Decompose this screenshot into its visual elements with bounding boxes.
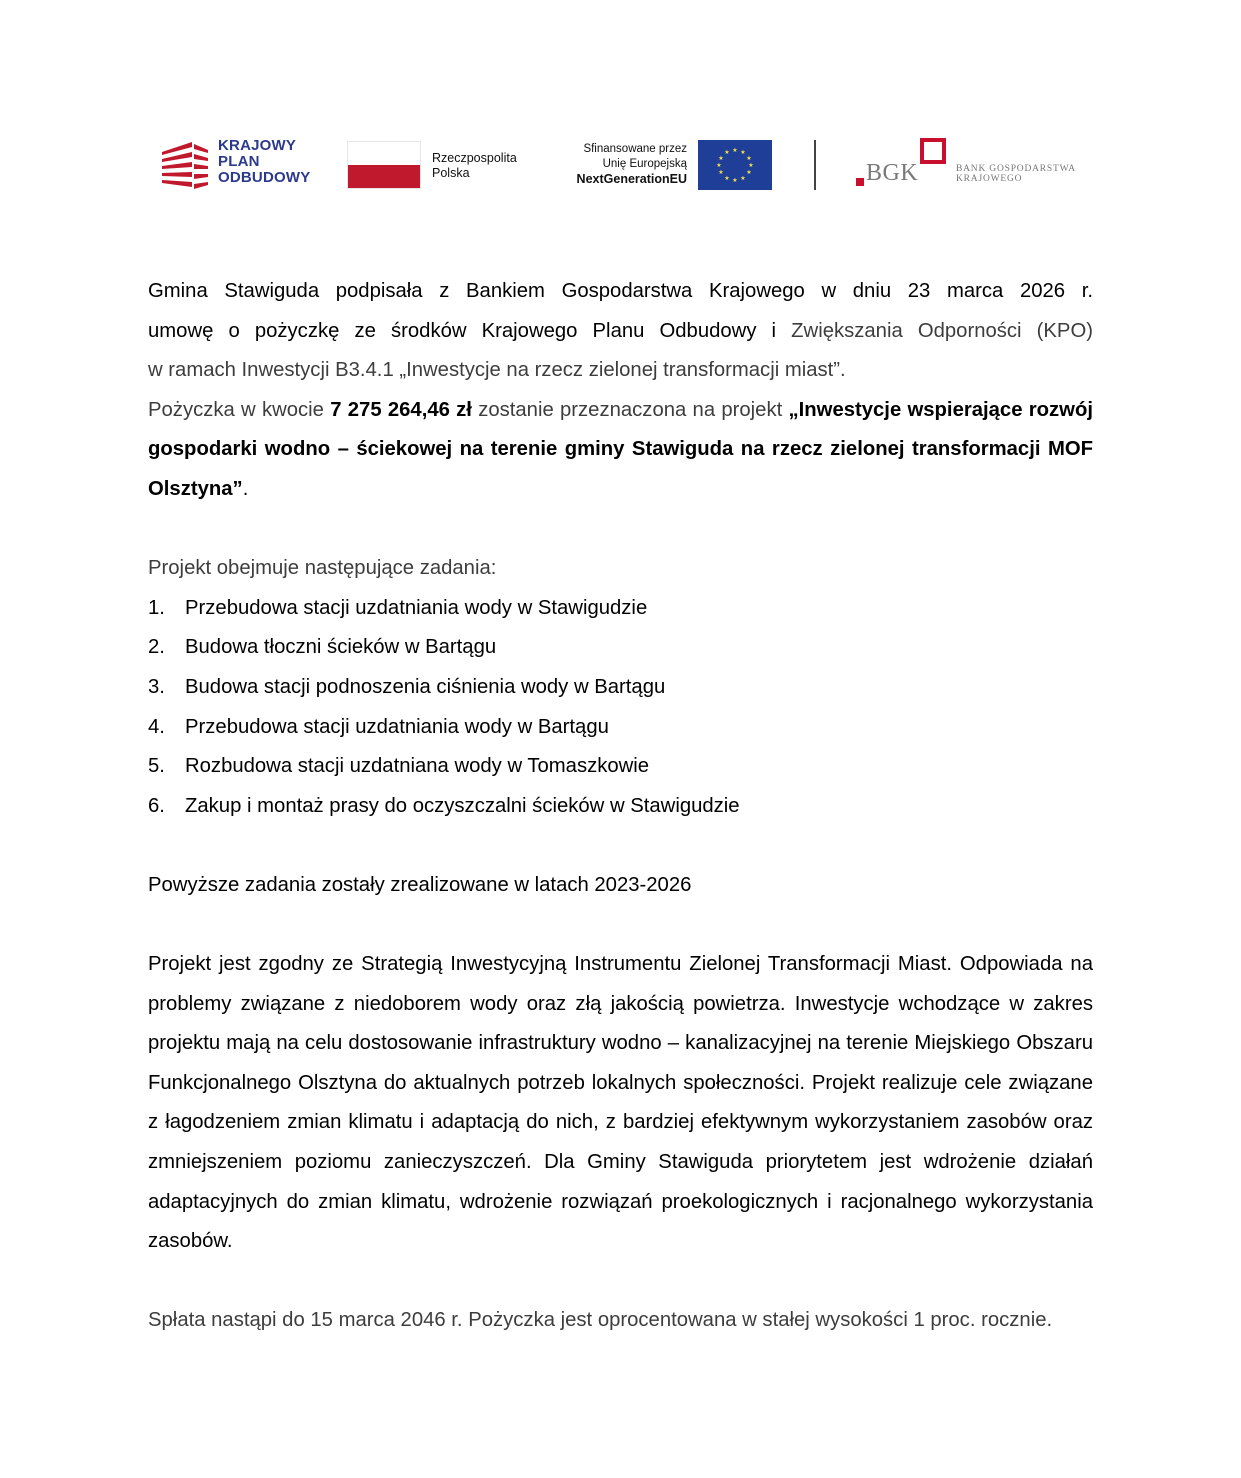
svg-text:★: ★ bbox=[748, 162, 754, 169]
svg-text:★: ★ bbox=[716, 162, 722, 169]
rp-wordmark: Rzeczpospolita Polska bbox=[432, 151, 517, 180]
realization-text: Powyższe zadania zostały zrealizowane w latach 2023-2026 bbox=[148, 873, 692, 896]
svg-text:★: ★ bbox=[724, 149, 730, 156]
svg-text:★: ★ bbox=[724, 175, 730, 182]
logo-bar bbox=[148, 128, 1093, 208]
bgk-fullname: BANK GOSPODARSTWA KRAJOWEGO bbox=[956, 164, 1076, 184]
svg-text:★: ★ bbox=[740, 175, 746, 182]
svg-text:★: ★ bbox=[746, 169, 752, 176]
intro-line-1: Gmina Stawiguda podpisała z Bankiem Gospodarstwa Krajowego w dniu 23 marca 2026 r. bbox=[148, 280, 1093, 302]
list-item: 4. Przebudowa stacji uzdatniania wody w Bartągu bbox=[148, 715, 609, 738]
list-item: 2. Budowa tłoczni ścieków w Bartągu bbox=[148, 636, 497, 659]
logo-divider bbox=[814, 140, 816, 190]
kpo-building-icon bbox=[162, 140, 210, 192]
svg-text:★: ★ bbox=[740, 149, 746, 156]
intro-line-3: w ramach Inwestycji B3.4.1 „Inwestycje na rzecz zielonej transformacji miast”. bbox=[148, 359, 846, 382]
list-item: 1. Przebudowa stacji uzdatniania wody w Stawigudzie bbox=[148, 596, 648, 619]
eu-funding-text: Sfinansowane przez Unię Europejską NextGenerationEU bbox=[576, 143, 687, 186]
list-item: 5. Rozbudowa stacji uzdatniana wody w Tomaszkowie bbox=[148, 755, 650, 778]
eu-funding-logo bbox=[558, 140, 773, 192]
loan-amount: 7 275 264,46 zł bbox=[330, 398, 472, 421]
tasks-heading: Projekt obejmuje następujące zadania: bbox=[148, 557, 497, 580]
polish-flag-icon bbox=[347, 141, 421, 189]
rzeczpospolita-logo bbox=[347, 141, 547, 191]
svg-text:★: ★ bbox=[718, 155, 724, 162]
tasks-list bbox=[148, 589, 1093, 827]
svg-text:★: ★ bbox=[732, 177, 738, 184]
svg-text:★: ★ bbox=[732, 147, 738, 154]
project-name: „Inwestycje wspierające rozwój gospodarki wodno – ściekowej na terenie gminy Stawiguda na rzecz zielonej transformacji MOF Olsztyna” bbox=[148, 398, 1093, 500]
svg-text:★: ★ bbox=[718, 169, 724, 176]
kpo-wordmark: KRAJOWY PLAN ODBUDOWY bbox=[218, 137, 311, 186]
strategy-paragraph: Projekt jest zgodny ze Strategią Inwestycyjną Instrumentu Zielonej Transformacji Miast. Odpowiada na problemy związane z niedoborem wody oraz złą jakością powietrza. Inwestycje wchodzące w zakres projektu mają na celu dostosowanie infrastruktury wodno – kanalizacyjnej na terenie Miejskiego Obszaru Funkcjonalnego Olsztyna do aktualnych potrzeb lokalnych społeczności. Projekt realizuje cele związane z łagodzeniem zmian klimatu i adaptacją do nich, z bardziej efektywnym wykorzystaniem zasobów oraz zmniejszeniem poziomu zanieczyszczeń. Dla Gminy Stawiguda priorytetem jest wdrożenie działań adaptacyjnych do zmian klimatu, wdrożenie rozwiązań proekologicznych i racjonalnego wykorzystania zasobów. bbox=[148, 953, 1093, 1253]
bgk-dot-icon bbox=[856, 178, 864, 186]
eu-flag-icon bbox=[698, 140, 772, 190]
loan-paragraph: Pożyczka w kwocie 7 275 264,46 zł zostanie przeznaczona na projekt „Inwestycje wspierające rozwój gospodarki wodno – ściekowej na terenie gminy Stawiguda na rzecz zielonej transformacji MOF Olsztyna”. bbox=[148, 398, 1093, 500]
bgk-abbr: BGK bbox=[866, 160, 919, 186]
list-item: 3. Budowa stacji podnoszenia ciśnienia wody w Bartągu bbox=[148, 675, 666, 698]
document-body bbox=[148, 272, 1093, 1341]
bgk-logo bbox=[856, 138, 1096, 194]
repayment-paragraph: Spłata nastąpi do 15 marca 2046 r. Pożyczka jest oprocentowana w stałej wysokości 1 proc. rocznie. bbox=[148, 1309, 1053, 1332]
kpo-logo bbox=[162, 138, 332, 194]
list-item: 6. Zakup i montaż prasy do oczyszczalni ścieków w Stawigudzie bbox=[148, 794, 740, 817]
svg-text:★: ★ bbox=[746, 155, 752, 162]
bgk-square-icon bbox=[920, 138, 946, 164]
intro-line-2: umowę o pożyczkę ze środków Krajowego Planu Odbudowy i Zwiększania Odporności (KPO) bbox=[148, 319, 1093, 342]
